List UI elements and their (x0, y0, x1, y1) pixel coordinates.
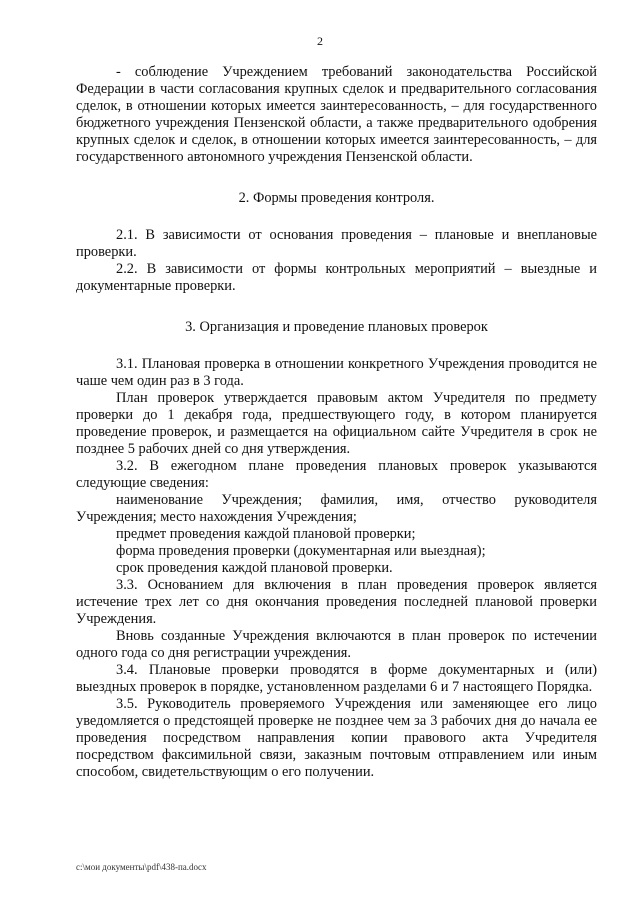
footer-file-path: c:\мои документы\pdf\438-па.docx (76, 862, 207, 872)
paragraph-3-1: 3.1. Плановая проверка в отношении конкретного Учреждения проводится не чаше чем один раз в 3 года. (76, 356, 597, 389)
spacer (76, 207, 597, 227)
paragraph-3-3: 3.3. Основанием для включения в план проведения проверок является истечение трех лет со дня окончания проведения последней плановой проверки Учреждения. (76, 577, 597, 627)
spacer (76, 336, 597, 356)
section-heading-planned-inspections: 3. Организация и проведение плановых проверок (185, 319, 488, 335)
list-item-inspection-term: срок проведения каждой плановой проверки. (116, 560, 393, 576)
document-body (76, 64, 597, 781)
list-item-inspection-form: форма проведения проверки (документарная или выездная); (116, 543, 486, 559)
paragraph-2-1: 2.1. В зависимости от основания проведения – плановые и внеплановые проверки. (76, 227, 597, 260)
paragraph-compliance: - соблюдение Учреждением требований законодательства Российской Федерации в части согласования крупных сделок и предварительного согласования сделок, в отношении которых имеется заинтересованность, – для государственного бюджетного учреждения Пензенской области, а также предварительного одобрения крупных сделок и сделок, в отношении которых имеется заинтересованность, – для государственного автономного учреждения Пензенской области. (76, 64, 597, 165)
paragraph-3-2: 3.2. В ежегодном плане проведения плановых проверок указываются следующие сведения: (76, 458, 597, 491)
paragraph-inspection-plan: План проверок утверждается правовым актом Учредителя по предмету проверки до 1 декабря года, предшествующего году, в котором планируется проведение проверок, и размещается на официальном сайте Учредителя в срок не позднее 5 рабочих дней со дня утверждения. (76, 390, 597, 457)
paragraph-new-institutions: Вновь созданные Учреждения включаются в план проверок по истечении одного года со дня регистрации учреждения. (76, 628, 597, 661)
list-item-institution-name: наименование Учреждения; фамилия, имя, отчество руководителя Учреждения; место нахождения Учреждения; (76, 492, 597, 525)
list-item-inspection-subject: предмет проведения каждой плановой проверки; (116, 526, 416, 542)
section-heading-control-forms: 2. Формы проведения контроля. (238, 190, 435, 206)
paragraph-3-4: 3.4. Плановые проверки проводятся в форме документарных и (или) выездных проверок в порядке, установленном разделами 6 и 7 настоящего Порядка. (76, 662, 597, 695)
page-number: 2 (317, 34, 323, 48)
spacer (76, 166, 597, 190)
spacer (76, 295, 597, 319)
paragraph-2-2: 2.2. В зависимости от формы контрольных мероприятий – выездные и документарные проверки. (76, 261, 597, 294)
paragraph-3-5: 3.5. Руководитель проверяемого Учреждения или заменяющее его лицо уведомляется о предстоящей проверке не позднее чем за 3 рабочих дня до начала ее проведения посредством направления копии правового акта Учредителя посредством факсимильной связи, заказным почтовым отправлением или иным способом, свидетельствующим о его получении. (76, 696, 597, 780)
